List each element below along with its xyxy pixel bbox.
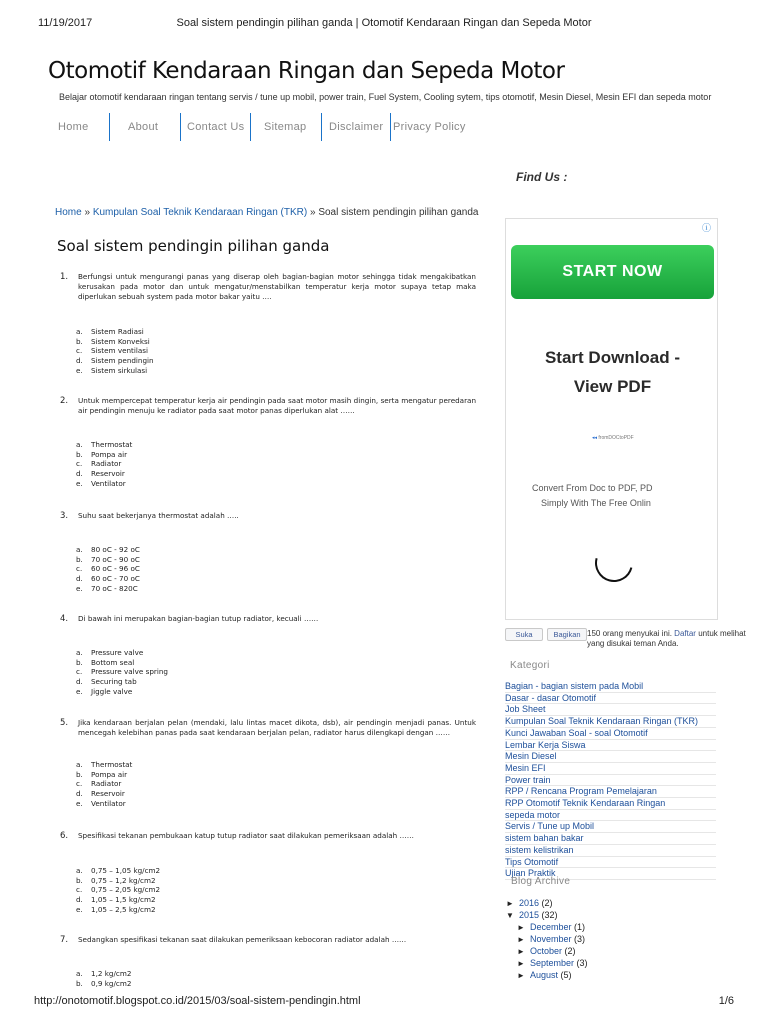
kategori-link[interactable]: Kumpulan Soal Teknik Kendaraan Ringan (TKR) <box>505 716 716 728</box>
archive-link[interactable]: 2015 <box>519 910 540 920</box>
question-text <box>60 396 476 416</box>
ad-banner[interactable] <box>505 218 718 620</box>
ad-headline <box>506 343 719 401</box>
option-item <box>76 356 476 366</box>
option-letter: b. <box>76 769 83 779</box>
breadcrumb <box>55 207 478 218</box>
loading-spinner-icon <box>588 537 640 589</box>
archive-count: (1) <box>571 922 586 932</box>
breadcrumb-category[interactable]: Kumpulan Soal Teknik Kendaraan Ringan (TKR) <box>92 207 308 218</box>
kategori-link[interactable]: sepeda motor <box>505 810 716 822</box>
question-body: Suhu saat bekerjanya thermostat adalah ….. <box>78 511 239 520</box>
option-item <box>76 459 476 469</box>
like-count: 150 orang menyukai ini. <box>587 629 675 638</box>
option-item <box>76 789 476 799</box>
option-text: Jiggle valve <box>91 686 133 696</box>
option-letter: a. <box>76 327 83 336</box>
question-number: 1. <box>60 272 69 282</box>
blog-description: Belajar otomotif kendaraan ringan tentang servis / tune up mobil, power train, Fuel System, Cooling sytem, tips otomotif, Mesin Diesel, Mesin EFI dan sepeda motor <box>59 92 712 102</box>
archive-count: (3) <box>571 934 586 944</box>
option-item <box>76 574 476 584</box>
option-letter: b. <box>76 554 83 564</box>
question-6 <box>60 831 476 915</box>
option-item <box>76 440 476 450</box>
option-text: Sistem pendingin <box>91 356 154 366</box>
option-text: Ventilator <box>91 478 126 488</box>
option-item <box>76 876 476 886</box>
option-text: 1,05 – 2,5 kg/cm2 <box>91 904 156 914</box>
nav-separator <box>321 113 322 141</box>
kategori-heading: Kategori <box>510 660 550 671</box>
option-list <box>76 866 476 915</box>
top-nav <box>40 113 480 141</box>
question-text <box>60 272 476 302</box>
option-text: Thermostat <box>91 440 133 449</box>
option-text: 0,9 kg/cm2 <box>91 978 132 988</box>
nav-separator <box>180 113 181 141</box>
option-text: 80 oC - 92 oC <box>91 545 140 554</box>
option-item <box>76 969 476 979</box>
option-letter: b. <box>76 875 83 885</box>
option-item <box>76 648 476 658</box>
archive-month <box>506 921 588 933</box>
option-letter: a. <box>76 545 83 554</box>
archive-count: (32) <box>539 910 558 920</box>
archive-link[interactable]: September <box>530 958 575 968</box>
option-text: Sistem Konveksi <box>91 336 150 346</box>
option-text: Pompa air <box>91 449 128 459</box>
option-text: Sistem Radiasi <box>91 327 144 336</box>
question-body: Jika kendaraan berjalan pelan (mendaki, lalu lintas macet dikota, dsb), air pendingin menjadi panas. Untuk mencegah kelebihan panas pada saat kendaraan berjalan pelan, radiator harus dilengkapi dengan …… <box>78 718 476 737</box>
option-list <box>76 760 476 809</box>
kategori-link[interactable]: Servis / Tune up Mobil <box>505 821 716 833</box>
option-item <box>76 895 476 905</box>
option-letter: e. <box>76 583 83 593</box>
archive-year <box>506 897 588 909</box>
option-letter: d. <box>76 895 83 905</box>
question-4 <box>60 614 476 697</box>
print-url: http://onotomotif.blogspot.co.id/2015/03/soal-sistem-pendingin.html <box>34 995 361 1007</box>
collapse-toggle-icon[interactable]: ▼ <box>506 911 514 920</box>
option-text: Reservoir <box>91 789 125 799</box>
archive-count: (2) <box>562 946 576 956</box>
archive-month <box>506 969 588 981</box>
archive-link[interactable]: 2016 <box>519 898 540 908</box>
option-item <box>76 779 476 789</box>
kategori-link[interactable]: Kunci Jawaban Soal - soal Otomotif <box>505 728 716 740</box>
archive-link[interactable]: November <box>530 934 572 944</box>
question-text <box>60 831 476 841</box>
archive-list <box>506 897 588 981</box>
option-text: Pressure valve <box>91 648 144 657</box>
expand-toggle-icon[interactable]: ► <box>517 947 525 956</box>
question-text <box>60 614 476 624</box>
ad-logo-text: fromDOCtoPDF <box>598 435 634 441</box>
option-item <box>76 687 476 697</box>
option-item <box>76 366 476 376</box>
ad-subtext-line2: Simply With The Free Onlin <box>541 498 651 508</box>
question-body: Berfungsi untuk mengurangi panas yang diserap oleh bagian-bagian motor sehingga tidak mengakibatkan kerusakan pada motor dan untuk mengatur/menstabilkan temperatur kerja motor supaya tetap maka diperlukan sebuah system pada motor bakar yaitu …. <box>78 272 476 301</box>
option-item <box>76 658 476 668</box>
option-text: Thermostat <box>91 760 133 769</box>
option-letter: d. <box>76 574 83 584</box>
option-letter: e. <box>76 686 83 696</box>
kategori-link[interactable]: sistem bahan bakar <box>505 833 716 845</box>
option-item <box>76 770 476 780</box>
option-letter: c. <box>76 885 83 895</box>
nav-separator <box>109 113 110 141</box>
option-letter: e. <box>76 478 83 488</box>
option-text: 0,75 – 1,05 kg/cm2 <box>91 866 161 875</box>
option-letter: a. <box>76 969 83 978</box>
question-body: Di bawah ini merupakan bagian-bagian tutup radiator, kecuali …… <box>78 614 319 623</box>
option-item <box>76 469 476 479</box>
option-text: Sistem ventilasi <box>91 346 149 356</box>
expand-toggle-icon[interactable]: ► <box>517 959 525 968</box>
option-text: Radiator <box>91 459 122 469</box>
print-page-title: Soal sistem pendingin pilihan ganda | Otomotif Kendaraan Ringan dan Sepeda Motor <box>176 17 592 29</box>
option-text: 60 oC - 96 oC <box>91 564 140 574</box>
option-list <box>76 545 476 594</box>
option-text: Pompa air <box>91 769 128 779</box>
option-list <box>76 648 476 697</box>
nav-sitemap[interactable]: Sitemap <box>264 121 307 133</box>
breadcrumb-separator: » <box>81 207 93 218</box>
option-item <box>76 667 476 677</box>
question-text <box>60 718 476 738</box>
option-item <box>76 555 476 565</box>
like-suffix: untuk melihat yang disukai teman Anda. <box>587 629 746 648</box>
option-letter: b. <box>76 449 83 459</box>
archive-count: (3) <box>574 958 588 968</box>
option-item <box>76 905 476 915</box>
nav-disclaimer[interactable]: Disclaimer <box>329 121 384 133</box>
option-letter: e. <box>76 365 83 375</box>
archive-link[interactable]: October <box>530 946 563 956</box>
nav-separator <box>250 113 251 141</box>
option-letter: d. <box>76 789 83 799</box>
signup-link[interactable]: Daftar <box>674 629 696 638</box>
nav-about[interactable]: About <box>128 121 159 133</box>
option-letter: a. <box>76 440 83 449</box>
option-item <box>76 760 476 770</box>
option-item <box>76 337 476 347</box>
kategori-link[interactable]: RPP Otomotif Teknik Kendaraan Ringan <box>505 798 716 810</box>
option-item <box>76 979 476 989</box>
option-letter: a. <box>76 760 83 769</box>
question-body: Spesifikasi tekanan pembukaan katup tutup radiator saat dilakukan pemeriksaan adalah …… <box>78 831 414 840</box>
question-1 <box>60 272 476 376</box>
option-text: Securing tab <box>91 677 137 687</box>
like-button[interactable]: Suka <box>505 628 543 641</box>
question-text <box>60 511 476 521</box>
question-number: 6. <box>60 831 69 841</box>
option-letter: c. <box>76 459 83 469</box>
archive-link[interactable]: August <box>530 970 559 980</box>
ad-subtext-line1: Convert From Doc to PDF, PD <box>532 483 653 493</box>
archive-month <box>506 957 588 969</box>
option-text: Sistem sirkulasi <box>91 365 148 375</box>
question-5 <box>60 718 476 809</box>
nav-home[interactable]: Home <box>58 121 89 133</box>
question-number: 2. <box>60 396 69 406</box>
option-text: Reservoir <box>91 469 125 479</box>
option-text: Bottom seal <box>91 657 135 667</box>
question-2 <box>60 396 476 489</box>
question-number: 5. <box>60 718 69 728</box>
like-count-text <box>587 629 757 649</box>
nav-contact-us[interactable]: Contact Us <box>187 121 245 133</box>
ad-headline-line2: View PDF <box>573 377 652 396</box>
option-text: 70 oC - 90 oC <box>91 554 140 564</box>
option-text: 70 oC - 820C <box>91 583 138 593</box>
expand-toggle-icon[interactable]: ► <box>517 923 525 932</box>
archive-month <box>506 945 588 957</box>
option-item <box>76 866 476 876</box>
option-text: 0,75 – 2,05 kg/cm2 <box>91 885 161 895</box>
archive-year <box>506 909 588 921</box>
post-title: Soal sistem pendingin pilihan ganda <box>57 237 330 255</box>
option-letter: b. <box>76 657 83 667</box>
question-number: 7. <box>60 935 69 945</box>
option-item <box>76 450 476 460</box>
option-letter: d. <box>76 469 83 479</box>
option-letter: a. <box>76 648 83 657</box>
option-list <box>76 969 476 988</box>
archive-heading: Blog Archive <box>511 876 571 887</box>
breadcrumb-current: Soal sistem pendingin pilihan ganda <box>318 207 479 218</box>
nav-separator <box>390 113 391 141</box>
print-page-number: 1/6 <box>718 995 734 1007</box>
option-list <box>76 327 476 376</box>
breadcrumb-separator: » <box>307 207 319 218</box>
kategori-link[interactable]: Lembar Kerja Siswa <box>505 740 716 752</box>
find-us-heading: Find Us : <box>516 170 568 184</box>
question-text <box>60 935 476 945</box>
kategori-link[interactable]: Job Sheet <box>505 704 716 716</box>
kategori-link[interactable]: RPP / Rencana Program Pemelajaran <box>505 786 716 798</box>
start-now-button[interactable]: START NOW <box>511 245 714 299</box>
kategori-link[interactable]: Tips Otomotif <box>505 857 716 869</box>
option-item <box>76 346 476 356</box>
option-letter: a. <box>76 866 83 875</box>
option-letter: d. <box>76 677 83 687</box>
question-number: 3. <box>60 511 69 521</box>
option-item <box>76 564 476 574</box>
option-letter: b. <box>76 336 83 346</box>
question-3 <box>60 511 476 594</box>
expand-toggle-icon[interactable]: ► <box>517 935 525 944</box>
print-date: 11/19/2017 <box>38 17 93 29</box>
option-list <box>76 440 476 489</box>
ad-info-icon[interactable]: ⓘ <box>701 223 711 233</box>
ad-subtext <box>532 481 712 511</box>
kategori-link[interactable]: Bagian - bagian sistem pada Mobil <box>505 681 716 693</box>
kategori-list <box>505 681 716 880</box>
question-7 <box>60 935 476 988</box>
option-text: 60 oC - 70 oC <box>91 574 140 584</box>
question-body: Untuk mempercepat temperatur kerja air pendingin pada saat motor masih dingin, serta mengatur peredaran air pendingin menuju ke radiator pada saat motor panas diperlukan alat …… <box>78 396 476 415</box>
option-letter: c. <box>76 667 83 677</box>
kategori-link[interactable]: Mesin Diesel <box>505 751 716 763</box>
option-letter: b. <box>76 978 83 988</box>
option-item <box>76 545 476 555</box>
option-item <box>76 584 476 594</box>
option-text: 1,05 – 1,5 kg/cm2 <box>91 895 156 905</box>
option-letter: e. <box>76 904 83 914</box>
archive-count: (2) <box>539 898 553 908</box>
expand-toggle-icon[interactable]: ► <box>506 899 514 908</box>
share-button[interactable]: Bagikan <box>547 628 587 641</box>
kategori-link[interactable]: Ujian Praktik <box>505 868 716 880</box>
kategori-link[interactable]: sistem kelistrikan <box>505 845 716 857</box>
archive-count: (5) <box>558 970 572 980</box>
option-letter: c. <box>76 564 83 574</box>
option-letter: d. <box>76 356 83 366</box>
option-text: Pressure valve spring <box>91 667 168 677</box>
option-text: Ventilator <box>91 798 126 808</box>
option-item <box>76 677 476 687</box>
kategori-link[interactable]: Dasar - dasar Otomotif <box>505 693 716 705</box>
option-letter: e. <box>76 798 83 808</box>
blog-title[interactable]: Otomotif Kendaraan Ringan dan Sepeda Motor <box>48 58 565 84</box>
question-body: Sedangkan spesifikasi tekanan saat dilakukan pemeriksaan kebocoran radiator adalah …… <box>78 935 407 944</box>
archive-link[interactable]: December <box>530 922 572 932</box>
expand-toggle-icon[interactable]: ► <box>517 971 525 980</box>
option-item <box>76 799 476 809</box>
kategori-link[interactable]: Power train <box>505 775 716 787</box>
option-item <box>76 479 476 489</box>
archive-month <box>506 933 588 945</box>
ad-headline-line1: Start Download - <box>544 348 681 367</box>
option-item <box>76 885 476 895</box>
option-item <box>76 327 476 337</box>
question-number: 4. <box>60 614 69 624</box>
option-text: 1,2 kg/cm2 <box>91 969 132 978</box>
option-letter: c. <box>76 779 83 789</box>
option-text: Radiator <box>91 779 122 789</box>
option-text: 0,75 – 1,2 kg/cm2 <box>91 875 156 885</box>
ad-logo: ◂◂ fromDOCtoPDF <box>592 435 634 441</box>
kategori-link[interactable]: Mesin EFI <box>505 763 716 775</box>
breadcrumb-home[interactable]: Home <box>55 207 82 218</box>
option-letter: c. <box>76 346 83 356</box>
nav-privacy-policy[interactable]: Privacy Policy <box>393 121 466 133</box>
